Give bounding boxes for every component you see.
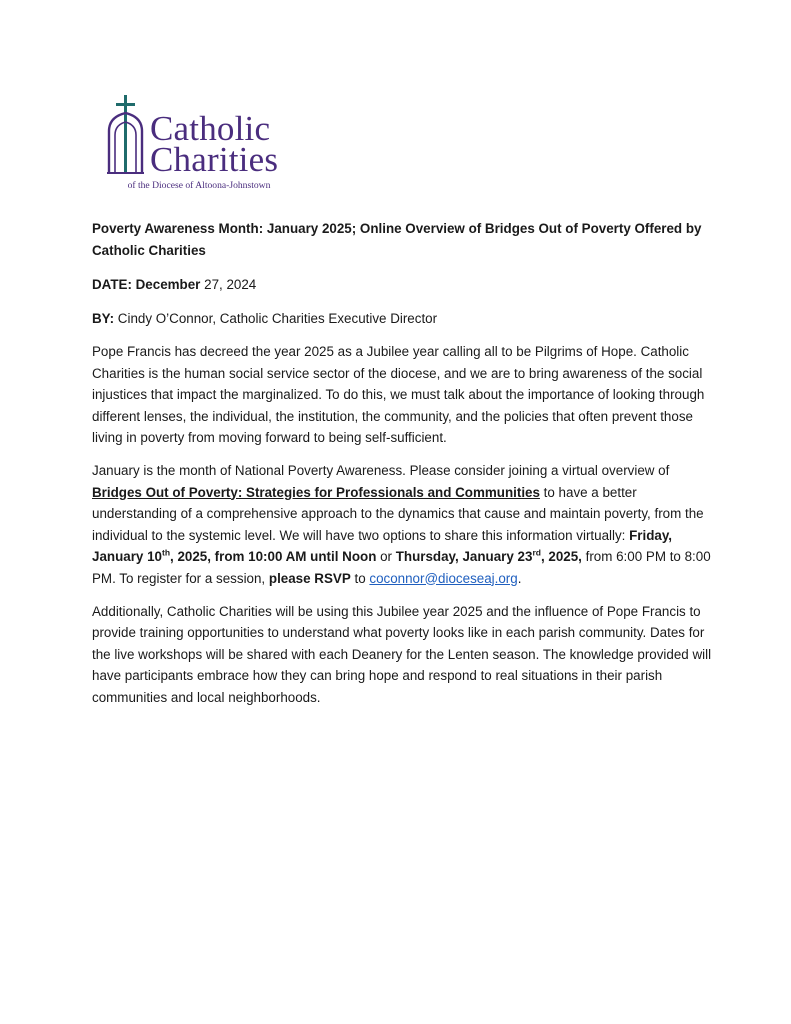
session-2 — [396, 549, 582, 564]
paragraph-1: Pope Francis has decreed the year 2025 as a Jubilee year calling all to be Pilgrims of Hope. Catholic Charities is the human social service sector of the diocese, and we are to bring awareness of the social injustices that impact the marginalized. To do this, we must talk about the importance of looking through different lenses, the individual, the institution, the community, and the policies that often prevent those living in poverty from moving forward to being self-sufficient. — [92, 344, 705, 445]
catholic-charities-logo — [104, 95, 294, 205]
p2-text-4: to — [350, 570, 370, 586]
session-2-date: Thursday, January 23 — [395, 549, 533, 564]
logo-subtitle: of the Diocese of Altoona-Johnstown — [127, 180, 271, 191]
logo-line-1: Catholic — [150, 109, 271, 148]
book-title: Bridges Out of Poverty: Strategies for Professionals and Communities — [92, 484, 540, 500]
p2-or: or — [376, 549, 396, 564]
p2-text-3: from 6:00 PM to 8:00 PM. To register for a session, — [92, 549, 711, 586]
logo-line-2: Charities — [150, 140, 279, 179]
document-body — [92, 218, 712, 720]
date-line — [92, 274, 712, 296]
author-label: BY: — [92, 310, 115, 326]
cross-arch-icon — [104, 95, 154, 177]
session-1-sup: th — [161, 547, 171, 558]
p2-text-5: . — [517, 570, 522, 586]
session-1-date: Friday, January 10 — [92, 527, 673, 564]
rsvp-text: please RSVP — [268, 570, 351, 586]
paragraph-2 — [92, 460, 712, 589]
author-value: Cindy O’Connor, Catholic Charities Executive Director — [114, 310, 438, 326]
email-link[interactable]: coconnor@dioceseaj.org — [369, 570, 518, 586]
paragraph-3: Additionally, Catholic Charities will be using this Jubilee year 2025 and the influence of Pope Francis to provide training opportunities to understand what poverty looks like in each parish community. Dates for the live workshops will be shared with each Deanery for the Lenten season. The knowledge provided will have participants embrace how they can bring hope and respond to real situations in their parish communities and local neighborhoods. — [92, 603, 712, 705]
session-2-year: , 2025, — [540, 549, 582, 564]
session-2-sup: rd — [532, 547, 541, 558]
date-value: 27, 2024 — [200, 277, 257, 292]
author-line — [92, 308, 712, 330]
session-1-time: , 2025, from 10:00 AM until Noon — [170, 549, 377, 564]
p2-text-2: to have a better understanding of a comprehensive approach to the dynamics that cause and maintain poverty, from the individual to the systemic level. We will have two options to share this information virtually: — [92, 484, 704, 543]
date-label: DATE: December — [92, 277, 201, 292]
document-title: Poverty Awareness Month: January 2025; Online Overview of Bridges Out of Poverty Offered by Catholic Charities — [92, 221, 702, 258]
p2-text-1: January is the month of National Poverty Awareness. Please consider joining a virtual overview of — [92, 463, 670, 478]
logo-wordmark — [150, 109, 279, 179]
